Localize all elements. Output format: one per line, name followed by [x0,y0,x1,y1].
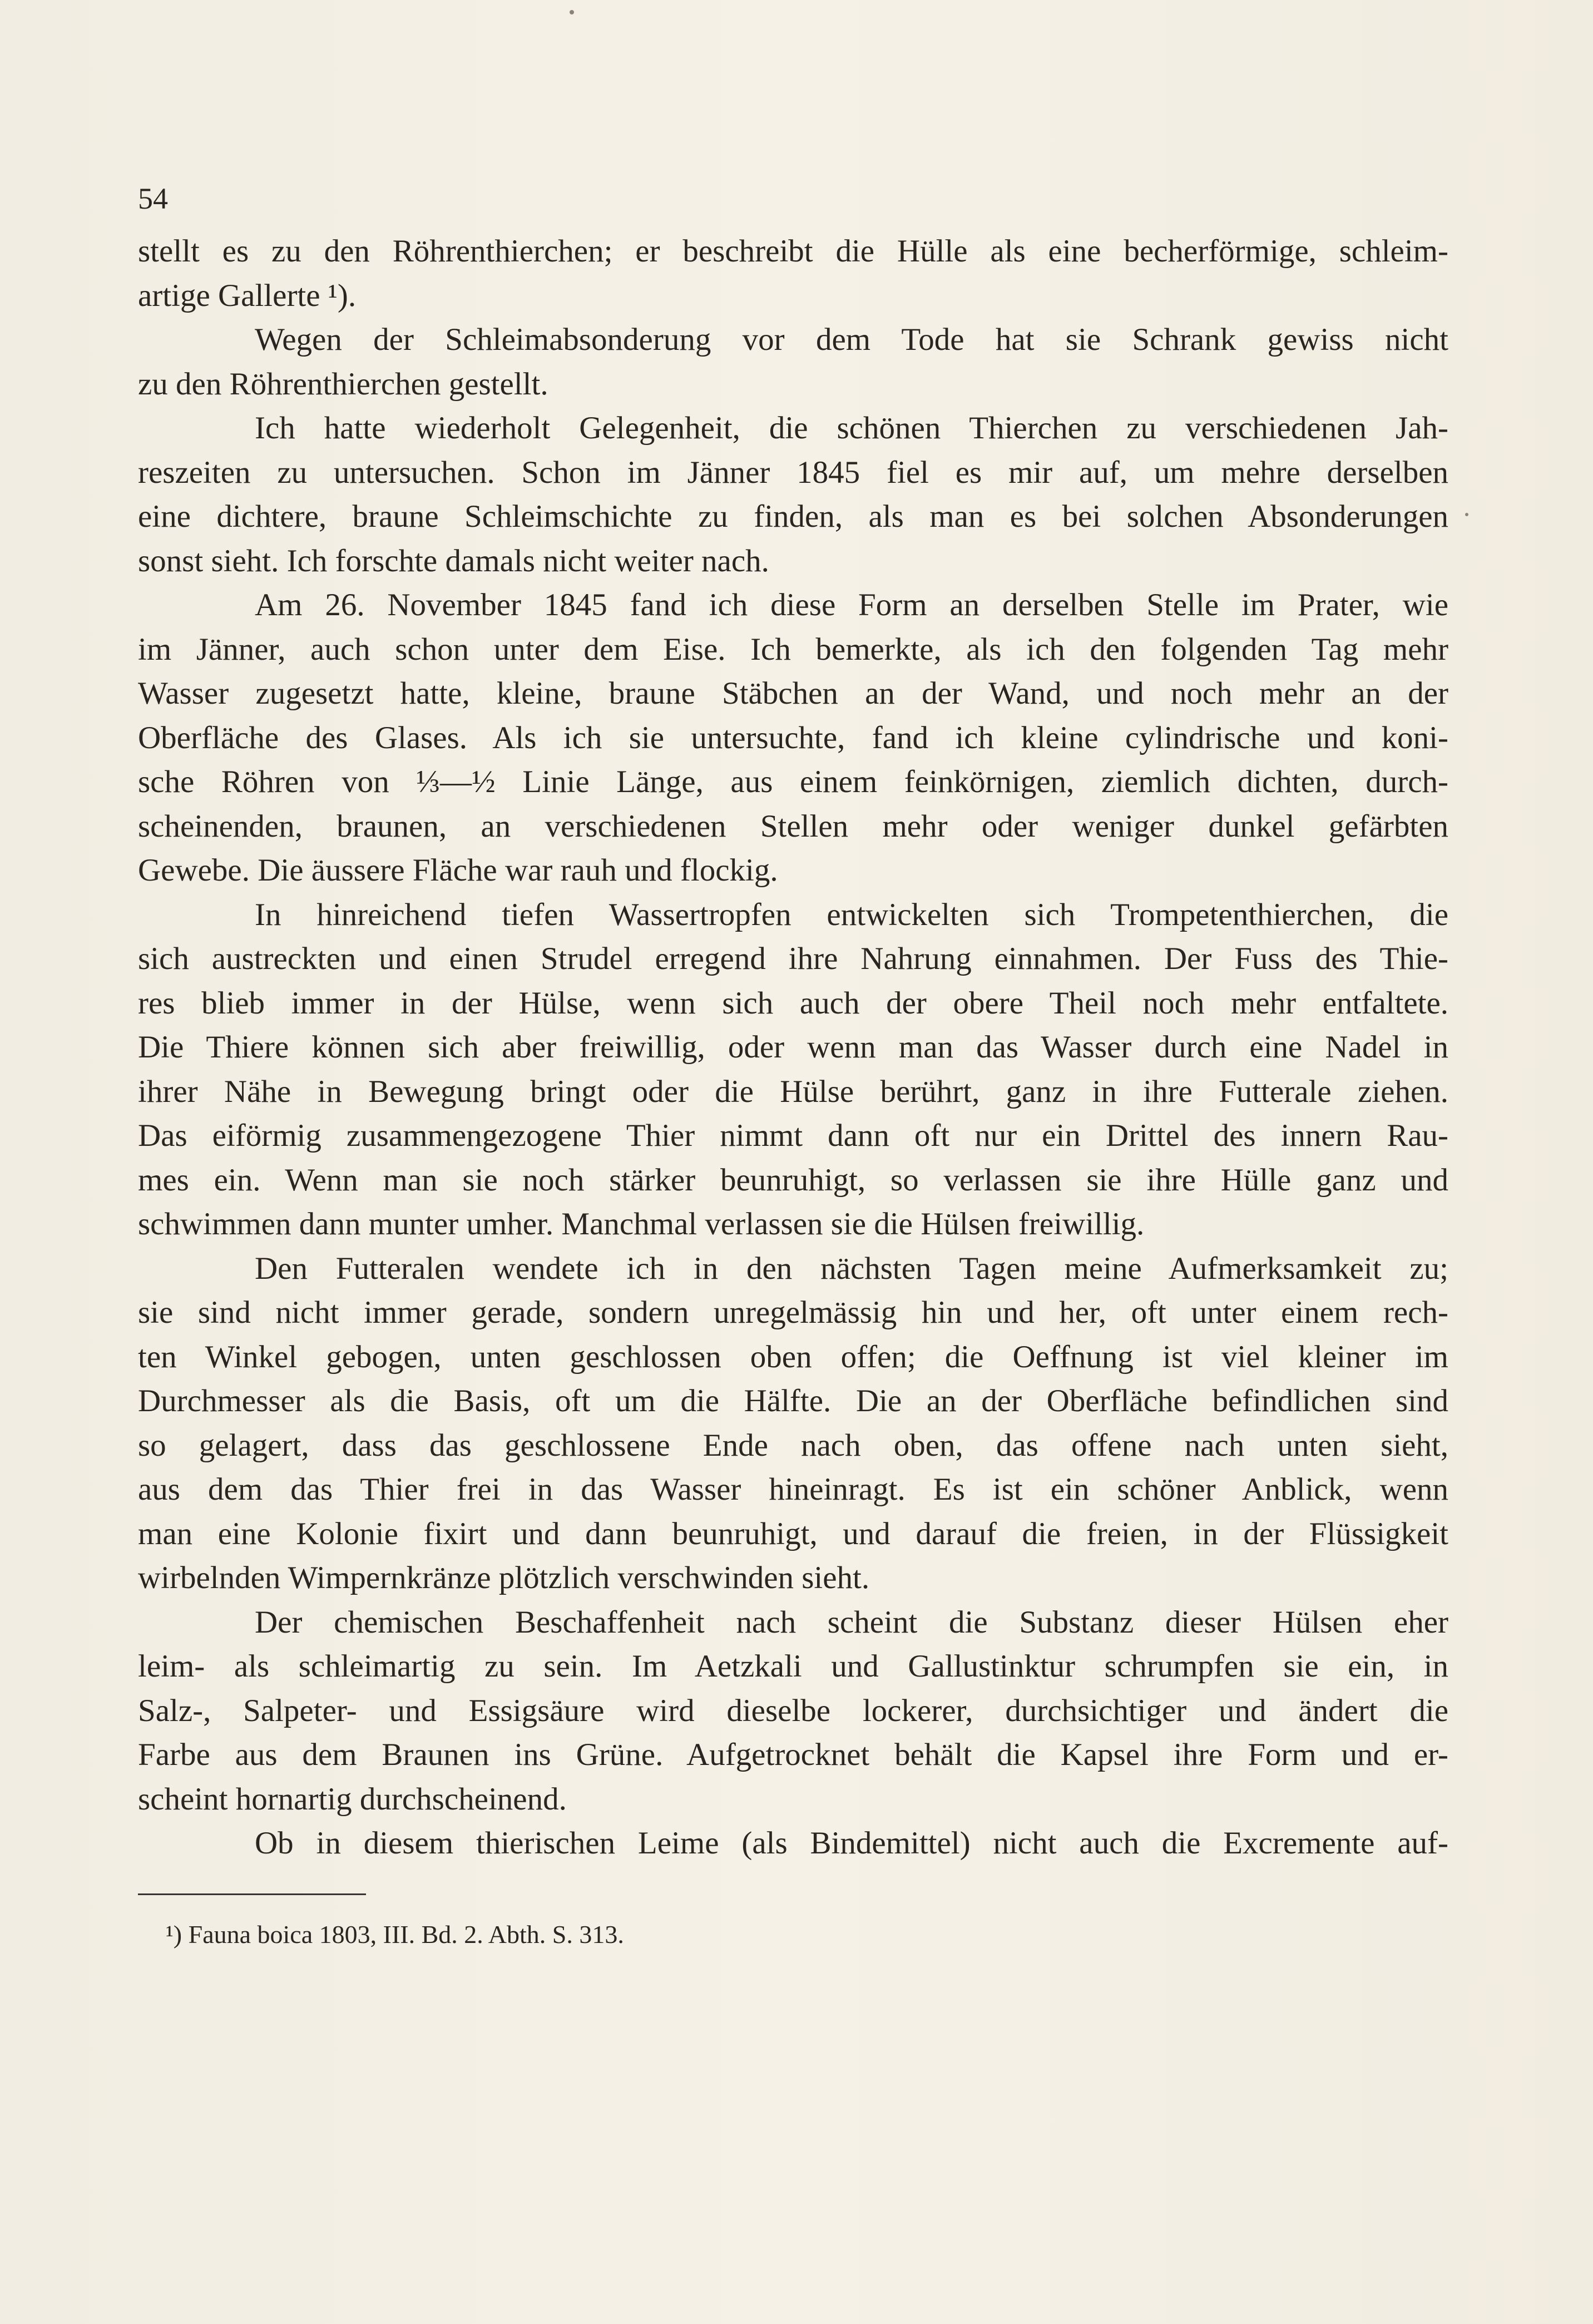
text-line: eine dichtere, braune Schleimschichte zu finden, als man es bei solchen Absonderungen [138,499,1448,534]
text-line: wirbelnden Wimpernkränze plötzlich verschwinden sieht. [138,1560,870,1595]
body-text [138,229,1448,1866]
text-line: sonst sieht. Ich forschte damals nicht weiter nach. [138,543,769,578]
text-line: Salz-, Salpeter- und Essigsäure wird dieselbe lockerer, durchsichtiger und ändert die [138,1693,1448,1728]
text-line: Oberfläche des Glases. Als ich sie untersuchte, fand ich kleine cylindrische und koni- [138,720,1448,755]
text-line: scheinenden, braunen, an verschiedenen Stellen mehr oder weniger dunkel gefärbten [138,808,1448,844]
text-line: schwimmen dann munter umher. Manchmal verlassen sie die Hülsen freiwillig. [138,1206,1145,1242]
text-line: scheint hornartig durchscheinend. [138,1781,567,1817]
text-line: stellt es zu den Röhrenthierchen; er beschreibt die Hülle als eine becherförmige, schleim- [138,234,1448,269]
text-line: Farbe aus dem Braunen ins Grüne. Aufgetrocknet behält die Kapsel ihre Form und er- [138,1737,1448,1772]
text-line: so gelagert, dass das geschlossene Ende nach oben, das offene nach unten sieht, [138,1427,1448,1463]
text-line: Wasser zugesetzt hatte, kleine, braune Stäbchen an der Wand, und noch mehr an der [138,676,1448,711]
text-line: Wegen der Schleimabsonderung vor dem Tode hat sie Schrank gewiss nicht [255,322,1448,357]
paper-speck [570,10,574,14]
text-line: artige Gallerte ¹). [138,278,357,313]
text-line: sche Röhren von ⅓—½ Linie Länge, aus einem feinkörnigen, ziemlich dichten, durch- [138,764,1448,799]
text-line: reszeiten zu untersuchen. Schon im Jänner 1845 fiel es mir auf, um mehre derselben [138,454,1448,490]
text-line: zu den Röhrenthierchen gestellt. [138,366,548,402]
text-line: Ich hatte wiederholt Gelegenheit, die schönen Thierchen zu verschiedenen Jah- [255,411,1448,446]
text-line: Am 26. November 1845 fand ich diese Form an derselben Stelle im Prater, wie [255,587,1448,622]
text-line: im Jänner, auch schon unter dem Eise. Ich bemerkte, als ich den folgenden Tag mehr [138,631,1448,667]
text-line: Durchmesser als die Basis, oft um die Hälfte. Die an der Oberfläche befindlichen sind [138,1383,1448,1418]
text-line: leim- als schleimartig zu sein. Im Aetzkali und Gallustinktur schrumpfen sie ein, in [138,1649,1448,1684]
text-line: Gewebe. Die äussere Fläche war rauh und flockig. [138,853,778,888]
text-line: In hinreichend tiefen Wassertropfen entwickelten sich Trompetenthierchen, die [255,897,1448,932]
text-line: aus dem das Thier frei in das Wasser hineinragt. Es ist ein schöner Anblick, wenn [138,1472,1448,1507]
text-line: mes ein. Wenn man sie noch stärker beunruhigt, so verlassen sie ihre Hülle ganz und [138,1162,1448,1198]
page-number: 54 [138,182,168,215]
text-line: Ob in diesem thierischen Leime (als Bindemittel) nicht auch die Excremente auf- [255,1826,1448,1861]
text-line: sie sind nicht immer gerade, sondern unregelmässig hin und her, oft unter einem rech- [138,1295,1448,1330]
text-line: ihrer Nähe in Bewegung bringt oder die Hülse berührt, ganz in ihre Futterale ziehen. [138,1074,1448,1109]
text-line: Den Futteralen wendete ich in den nächsten Tagen meine Aufmerksamkeit zu; [255,1250,1448,1286]
text-line: man eine Kolonie fixirt und dann beunruhigt, und darauf die freien, in der Flüssigkeit [138,1516,1448,1551]
footnote-rule [138,1893,366,1895]
text-line: ten Winkel gebogen, unten geschlossen oben offen; die Oeffnung ist viel kleiner im [138,1339,1448,1374]
footnote: ¹) Fauna boica 1803, III. Bd. 2. Abth. S. 313. [166,1920,624,1949]
paper-speck [1465,513,1468,516]
text-line: sich austreckten und einen Strudel erregend ihre Nahrung einnahmen. Der Fuss des Thie- [138,941,1448,976]
text-line: Die Thiere können sich aber freiwillig, oder wenn man das Wasser durch eine Nadel in [138,1030,1448,1065]
text-line: Das eiförmig zusammengezogene Thier nimmt dann oft nur ein Drittel des innern Rau- [138,1118,1448,1153]
text-line: res blieb immer in der Hülse, wenn sich auch der obere Theil noch mehr entfaltete. [138,985,1448,1021]
text-line: Der chemischen Beschaffenheit nach scheint die Substanz dieser Hülsen eher [255,1604,1448,1640]
